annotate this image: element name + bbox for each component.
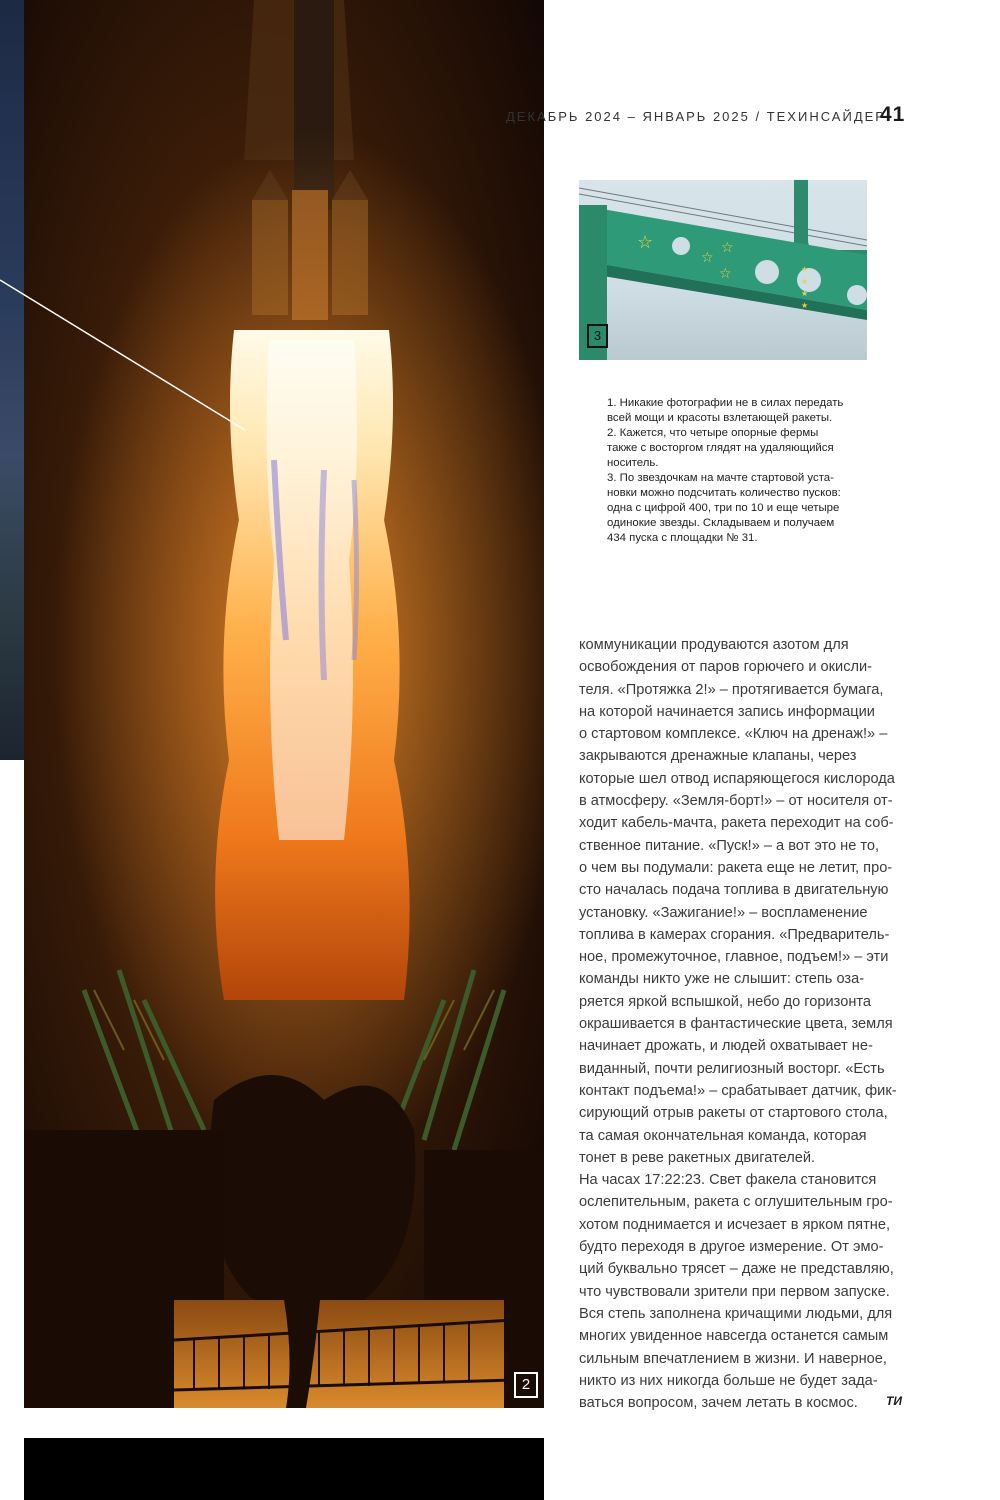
caption-line: 1. Никакие фотографии не в силах передать [607,397,844,409]
svg-text:☆: ☆ [721,240,734,256]
body-line: тонет в реве ракетных двигателей. [579,1149,816,1166]
tower-stars-photo [579,180,867,360]
svg-text:★: ★ [801,265,809,274]
body-line: сильным впечатлением в жизни. И наверное, [579,1350,887,1367]
photo-caption [607,396,867,546]
caption-line: новки можно подсчитать количество пусков: [607,487,841,499]
body-line: о чем вы подумали: ракета еще не летит, про- [579,859,893,876]
svg-text:☆: ☆ [719,266,732,282]
body-line: ное, промежуточное, главное, подъем!» – эти [579,949,889,966]
body-line: окрашивается в фантастические цвета, земля [579,1016,893,1033]
body-line: коммуникации продуваются азотом для [579,637,849,653]
body-line: На часах 17:22:23. Свет факела становится [579,1172,877,1189]
body-line: установку. «Зажигание!» – воспламенение [579,904,868,921]
svg-text:☆: ☆ [637,232,654,253]
svg-text:☆: ☆ [701,250,714,266]
caption-line: всей мощи и красоты взлетающей ракеты. [607,412,833,424]
caption-line: одинокие звезды. Складываем и получаем [607,517,835,529]
body-line: на которой начинается запись информации [579,703,875,720]
body-line: хотом поднимается и исчезает в ярком пятне, [579,1216,890,1233]
body-line: ослепительным, ракета с оглушительным гро- [579,1194,893,1211]
body-line: теля. «Протяжка 2!» – протягивается бумага, [579,681,884,698]
body-line: ваться вопросом, зачем летать в космос. [579,1395,858,1412]
svg-text:★: ★ [801,289,809,298]
body-line: которые шел отвод испаряющегося кислорода [579,770,895,787]
body-line: виданный, почти религиозный восторг. «Есть [579,1060,885,1077]
photo-number-2: 2 [514,1372,538,1398]
page-number: 41 [880,103,906,126]
article-body [579,634,909,1414]
running-head: ДЕКАБРЬ 2024 – ЯНВАРЬ 2025 / ТЕХИНСАЙДЕР [506,109,886,124]
body-line: закрываются дренажные клапаны, через [579,748,857,765]
caption-line: носитель. [607,457,659,469]
body-line: никто из них никогда больше не будет зада- [579,1372,878,1389]
body-line: ряется яркой вспышкой, небо до горизонта [579,993,872,1010]
pointer-line [0,0,260,450]
body-line: ственное питание. «Пуск!» – а вот это не то, [579,837,880,854]
svg-text:★: ★ [801,277,809,286]
body-line: будто переходя в другое измерение. От эмо- [579,1239,884,1256]
body-line: контакт подъема!» – срабатывает датчик, фик- [579,1082,897,1099]
body-line: в атмосферу. «Земля-борт!» – от носителя от- [579,793,893,810]
body-line: команды никто уже не слышит: степь оза- [579,971,865,988]
body-line: сто началась подача топлива в двигательную [579,882,889,899]
caption-line: одна с цифрой 400, три по 10 и еще четыре [607,502,840,514]
svg-text:★: ★ [801,301,809,310]
caption-line: 434 пуска с площадки № 31. [607,532,758,544]
body-line: топлива в камерах сгорания. «Предваритель- [579,926,890,943]
body-line: освобождения от паров горючего и окисли- [579,659,873,676]
photo-number-3: 3 [587,324,608,348]
body-line: Вся степь заполнена кричащими людьми, для [579,1305,893,1322]
body-line: ций буквально трясет – даже не представляю, [579,1261,894,1278]
body-line: что чувствовали зрители при первом запуске. [579,1283,890,1300]
body-line: начинает дрожать, и людей охватывает не- [579,1038,873,1055]
body-line: о стартовом комплексе. «Ключ на дренаж!» – [579,726,888,743]
caption-line: 3. По звездочкам на мачте стартовой уста- [607,472,834,484]
caption-line: 2. Кажется, что четыре опорные фермы [607,427,819,439]
end-of-article-mark: ТИ [886,1394,902,1408]
bottom-black-bar [24,1438,544,1500]
body-line: та самая окончательная команда, которая [579,1127,867,1144]
body-line: многих увиденное навсегда останется самым [579,1328,889,1345]
body-line: сирующий отрыв ракеты от стартового стола, [579,1105,888,1122]
caption-line: также с восторгом глядят на удаляющийся [607,442,834,454]
body-line: ходит кабель-мачта, ракета переходит на соб- [579,815,894,832]
